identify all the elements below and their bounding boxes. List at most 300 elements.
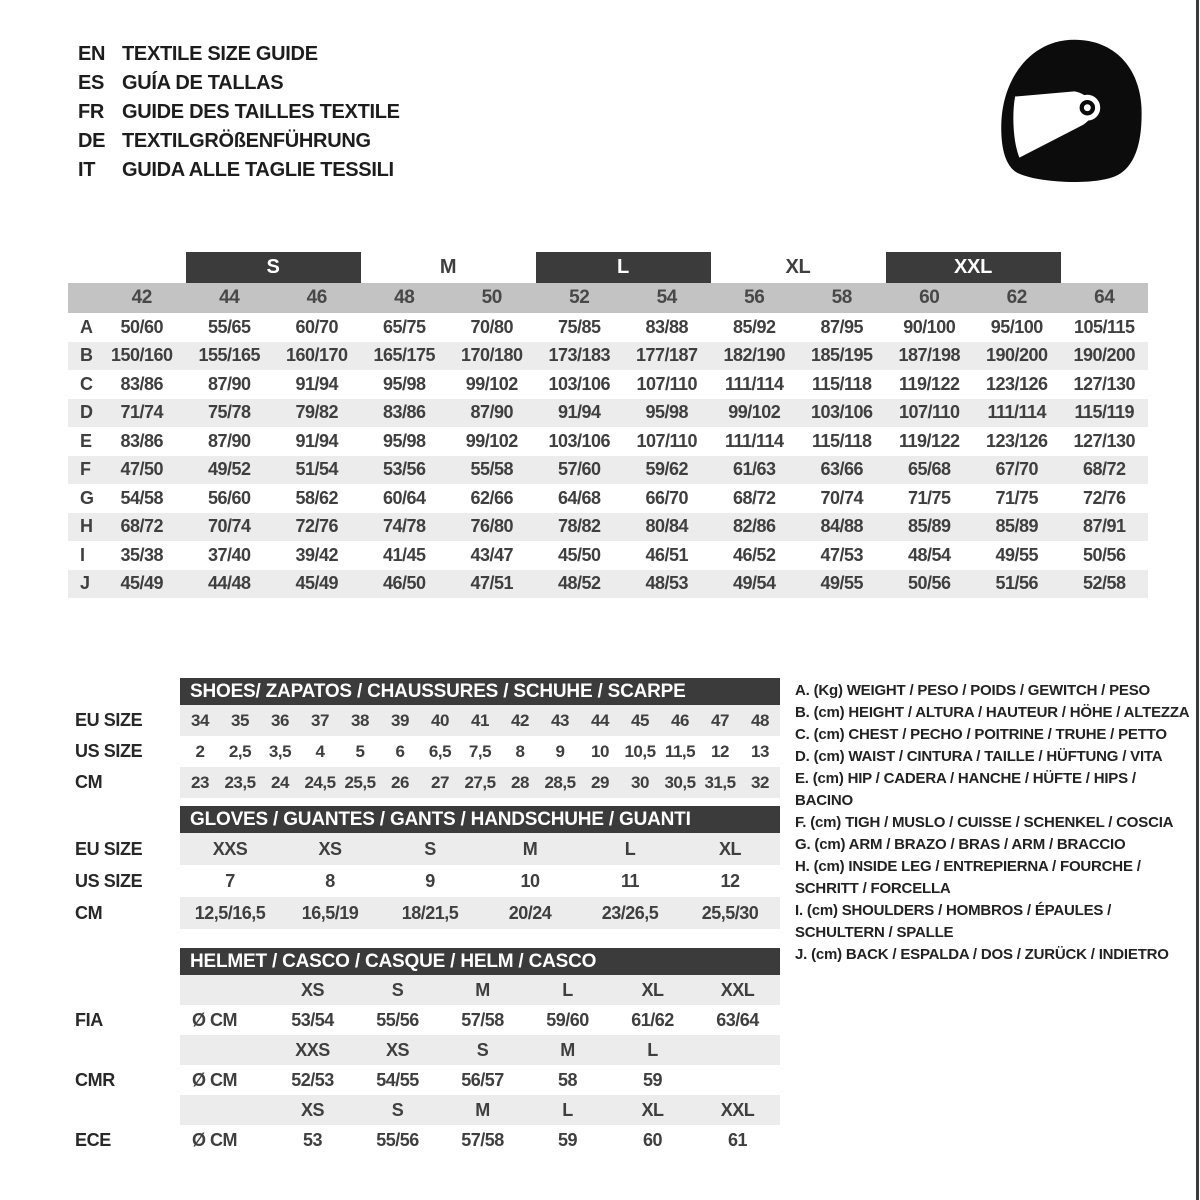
value-cell: M (522, 838, 538, 859)
measurement-cell: 107/110 (636, 430, 698, 451)
measurement-cell: 72/76 (295, 516, 339, 537)
language-code: IT (78, 159, 96, 181)
value-cell: 11,5 (664, 741, 696, 761)
value-cell: 59 (557, 1129, 578, 1150)
value-cell: 24,5 (304, 772, 336, 792)
measurement-row (68, 399, 1148, 428)
measurement-cell: 70/74 (207, 516, 251, 537)
measurement-cell: 78/82 (557, 516, 601, 537)
measurement-cell: 51/54 (295, 459, 339, 480)
value-cell: 53/54 (291, 1009, 334, 1030)
value-cell: 25,5/30 (701, 902, 759, 923)
value-cell: 63/64 (716, 1009, 759, 1030)
measurement-cell: 107/110 (898, 402, 960, 423)
value-cell: 6 (395, 741, 405, 761)
size-number-cell: 50 (481, 287, 502, 308)
value-cell: 61 (727, 1129, 748, 1150)
row-key: H (80, 516, 93, 537)
value-cell: 61/62 (631, 1009, 674, 1030)
measurement-cell: 82/86 (732, 516, 776, 537)
helmet-size-section (75, 948, 780, 1155)
measurement-cell: 91/94 (295, 430, 339, 451)
measurement-row (68, 456, 1148, 485)
size-label-cell: L (647, 1039, 658, 1060)
measurement-cell: 182/190 (723, 345, 786, 366)
measurement-cell: 60/64 (382, 487, 426, 508)
measurement-cell: 85/92 (732, 316, 776, 337)
measurement-cell: 68/72 (1082, 459, 1126, 480)
measurement-cell: 87/90 (207, 430, 251, 451)
measurement-cell: 48/52 (557, 573, 601, 594)
measurement-cell: 49/54 (732, 573, 776, 594)
measurement-cell: 127/130 (1073, 373, 1136, 394)
measurement-cell: 83/86 (382, 402, 426, 423)
helmet-size-labels (180, 975, 780, 1005)
value-cell: 57/58 (461, 1129, 504, 1150)
shoes-title-bar (75, 678, 780, 705)
measurement-cell: 99/102 (465, 430, 518, 451)
measurement-cell: 187/198 (898, 345, 961, 366)
value-cell: 8 (325, 870, 335, 891)
measurement-cell: 83/86 (120, 373, 164, 394)
size-label-cell: XXL (720, 1099, 755, 1120)
size-number-cell: 58 (831, 287, 852, 308)
measurement-cell: 95/100 (990, 316, 1043, 337)
value-cell: 37 (311, 710, 329, 730)
measurement-cell: 53/56 (382, 459, 426, 480)
value-cell: 53 (302, 1129, 323, 1150)
measurement-cell: 50/60 (120, 316, 164, 337)
helmet-value-row (75, 1065, 780, 1095)
size-label-cell: XS (300, 1099, 324, 1120)
size-label-cell: XXS (295, 1039, 330, 1060)
language-row (78, 127, 400, 156)
value-cell: 44 (591, 710, 609, 730)
measurement-legend (795, 680, 1195, 966)
measurement-cell: 71/75 (907, 487, 951, 508)
measurement-cell: 43/47 (470, 544, 514, 565)
value-cell: 4 (315, 741, 325, 761)
measurement-cell: 87/95 (820, 316, 864, 337)
measurement-cell: 76/80 (470, 516, 514, 537)
measurement-cell: 48/53 (645, 573, 689, 594)
measurement-cell: 173/183 (548, 345, 611, 366)
measurement-cell: 150/160 (110, 345, 173, 366)
measurement-cell: 83/86 (120, 430, 164, 451)
measurement-cell: 95/98 (645, 402, 689, 423)
measurement-cell: 59/62 (645, 459, 689, 480)
measurement-cell: 115/118 (811, 430, 872, 451)
measurement-cell: 65/68 (907, 459, 951, 480)
value-cell: 59/60 (546, 1009, 589, 1030)
value-cell: 25,5 (344, 772, 376, 792)
value-cell: 57/58 (461, 1009, 504, 1030)
value-cell: 58 (557, 1069, 578, 1090)
value-cell: XL (718, 838, 741, 859)
measurement-cell: 60/70 (295, 316, 339, 337)
measurement-cell: 50/56 (1082, 544, 1126, 565)
value-cell: 41 (471, 710, 489, 730)
helmet-size-labels (180, 1095, 780, 1125)
measurement-cell: 39/42 (295, 544, 339, 565)
row-key: I (80, 544, 85, 565)
helmet-values (180, 1125, 780, 1155)
value-cell: 28,5 (544, 772, 576, 792)
size-number-cell: 48 (394, 287, 415, 308)
measurement-cell: 103/106 (548, 430, 611, 451)
racing-helmet-icon (982, 26, 1160, 198)
row-key: J (80, 573, 90, 594)
measurement-cell: 105/115 (1073, 316, 1135, 337)
value-cell: 11 (620, 870, 640, 891)
value-cell: 59 (642, 1069, 663, 1090)
value-cell: L (624, 838, 636, 859)
helmet-size-header-row (75, 975, 780, 1005)
shoes-rows (75, 705, 780, 798)
language-row (78, 98, 400, 127)
measurement-cell: 70/74 (820, 487, 864, 508)
value-cell: 52/53 (291, 1069, 334, 1090)
value-cell: 36 (271, 710, 289, 730)
value-cell: 10 (591, 741, 609, 761)
language-title: TEXTILE SIZE GUIDE (122, 43, 318, 65)
measurement-cell: 46/52 (732, 544, 776, 565)
size-number-cell: 52 (569, 287, 590, 308)
measurement-cell: 170/180 (460, 345, 523, 366)
row-label: US SIZE (75, 741, 143, 761)
measurement-cell: 55/58 (470, 459, 514, 480)
measurement-cell: 47/53 (820, 544, 864, 565)
measurement-cell: 45/49 (120, 573, 164, 594)
size-label-cell: XS (300, 979, 324, 1000)
measurement-cell: 115/118 (811, 373, 872, 394)
measurement-cell: 55/65 (207, 316, 251, 337)
measurement-cell: 107/110 (636, 373, 698, 394)
measurement-cell: 66/70 (645, 487, 689, 508)
measurement-cell: 115/119 (1074, 402, 1135, 423)
value-cell: 43 (551, 710, 569, 730)
value-cell: 9 (425, 870, 435, 891)
measurement-cell: 45/49 (295, 573, 339, 594)
row-label-spacer (75, 1035, 180, 1065)
language-title: TEXTILGRÖßENFÜHRUNG (122, 130, 371, 152)
measurement-cell: 49/52 (207, 459, 251, 480)
measurement-cell: 47/51 (470, 573, 514, 594)
value-cell: 2 (195, 741, 205, 761)
size-number-cell: 54 (656, 287, 677, 308)
measurement-cell: 99/102 (728, 402, 781, 423)
measurement-cell: 44/48 (207, 573, 251, 594)
helmet-values (180, 1005, 780, 1035)
legend-item: A. (Kg) WEIGHT / PESO / POIDS / GEWITCH / PESO (795, 682, 1150, 699)
value-cell: 12 (711, 741, 729, 761)
row-label-spacer (75, 975, 180, 1005)
measurement-cell: 57/60 (557, 459, 601, 480)
value-cell: 30 (631, 772, 649, 792)
language-title: GUIDA ALLE TAGLIE TESSILI (122, 159, 394, 181)
measurement-cell: 61/63 (732, 459, 776, 480)
value-cell: XS (318, 838, 342, 859)
row-key: A (80, 316, 93, 337)
measurement-cell: 54/58 (120, 487, 164, 508)
value-cell (695, 1065, 780, 1095)
measurement-cell: 103/106 (810, 402, 873, 423)
measurement-cell: 75/78 (207, 402, 251, 423)
helmet-values (180, 1065, 780, 1095)
measurement-cell: 119/122 (898, 373, 960, 394)
measurement-cell: 123/126 (985, 373, 1048, 394)
measurement-cell: 190/200 (1073, 345, 1136, 366)
value-cell: 6,5 (428, 741, 452, 761)
standard-label: FIA (75, 1009, 103, 1030)
measurement-cell: 68/72 (120, 516, 164, 537)
value-cell: 9 (555, 741, 565, 761)
measurement-cell: 37/40 (207, 544, 251, 565)
measurement-cell: 79/82 (295, 402, 339, 423)
measurement-cell: 155/165 (198, 345, 261, 366)
language-row (78, 156, 400, 185)
measurement-cell: 80/84 (645, 516, 689, 537)
measurement-cell: 48/54 (907, 544, 951, 565)
language-code: EN (78, 43, 106, 65)
value-cell: 55/56 (376, 1129, 419, 1150)
measurement-cell: 62/66 (470, 487, 514, 508)
value-cell: 40 (431, 710, 449, 730)
value-cell: 8 (515, 741, 525, 761)
legend-item: B. (cm) HEIGHT / ALTURA / HAUTEUR / HÖHE / ALTEZZA (795, 704, 1190, 721)
value-cell: 12 (720, 870, 740, 891)
measurement-row (68, 484, 1148, 513)
measurement-cell: 51/56 (995, 573, 1039, 594)
value-cell: 20/24 (508, 902, 552, 923)
value-cell: 10,5 (624, 741, 656, 761)
value-cell: 27,5 (464, 772, 496, 792)
measurement-cell: 99/102 (465, 373, 518, 394)
row-key: B (80, 345, 93, 366)
value-cell: 23/26,5 (601, 902, 659, 923)
gloves-title-bar (75, 806, 780, 833)
measurement-row (68, 513, 1148, 542)
shoes-size-section (75, 678, 780, 798)
helmet-title-bar (75, 948, 780, 975)
size-group-label: XXL (886, 252, 1061, 283)
helmet-value-row (75, 1005, 780, 1035)
measurement-cell: 119/122 (898, 430, 960, 451)
measurement-cell: 56/60 (207, 487, 251, 508)
helmet-rows (75, 975, 780, 1155)
measurement-cell: 103/106 (548, 373, 611, 394)
value-cell: 30,5 (664, 772, 696, 792)
value-cell: 13 (751, 741, 769, 761)
size-group-label: XL (785, 256, 811, 278)
measurement-row (68, 427, 1148, 456)
measurement-cell: 41/45 (382, 544, 426, 565)
value-cell: 12,5/16,5 (194, 902, 266, 923)
measurement-cell: 123/126 (985, 430, 1048, 451)
measurement-cell: 46/51 (645, 544, 689, 565)
legend-item: G. (cm) ARM / BRAZO / BRAS / ARM / BRACCIO (795, 836, 1126, 853)
unit-spacer (180, 975, 270, 1005)
size-label-cell (695, 1035, 780, 1065)
measurement-cell: 165/175 (373, 345, 436, 366)
size-group-label: M (439, 256, 457, 278)
size-number-cell: 56 (744, 287, 765, 308)
measurement-cell: 52/58 (1082, 573, 1126, 594)
helmet-section-title: HELMET / CASCO / CASQUE / HELM / CASCO (180, 948, 780, 975)
value-cell: 38 (351, 710, 369, 730)
row-label: CM (75, 902, 103, 923)
measurement-cell: 95/98 (382, 373, 426, 394)
value-cell: 24 (271, 772, 289, 792)
measurement-row (68, 313, 1148, 342)
measurement-cell: 95/98 (382, 430, 426, 451)
value-cell: 56/57 (461, 1069, 504, 1090)
value-cell: 3,5 (268, 741, 292, 761)
size-row-us-size (75, 865, 780, 897)
row-key: C (80, 373, 93, 394)
measurement-cell: 87/90 (207, 373, 251, 394)
legend-item: I. (cm) SHOULDERS / HOMBROS / ÉPAULES / SCHULTERN / SPALLE (795, 902, 1112, 941)
row-values (180, 767, 780, 798)
size-row-us-size (75, 736, 780, 767)
measurement-cell: 46/50 (382, 573, 426, 594)
size-number-cell: 42 (131, 287, 152, 308)
language-code: FR (78, 101, 105, 123)
value-cell: 29 (591, 772, 609, 792)
size-number-cell: 44 (219, 287, 240, 308)
measurement-cell: 91/94 (295, 373, 339, 394)
measurement-cell: 91/94 (557, 402, 601, 423)
value-cell: 48 (751, 710, 769, 730)
size-label-cell: XL (641, 1099, 664, 1120)
value-cell: 35 (231, 710, 249, 730)
size-label-cell: S (391, 1099, 404, 1120)
language-title-list (78, 40, 400, 185)
gloves-section-title: GLOVES / GUANTES / GANTS / HANDSCHUHE / GUANTI (180, 806, 780, 833)
row-values (180, 897, 780, 929)
value-cell: 42 (511, 710, 529, 730)
measurement-cell: 87/90 (470, 402, 514, 423)
gloves-rows (75, 833, 780, 929)
measurement-cell: 45/50 (557, 544, 601, 565)
size-number-row (68, 283, 1148, 313)
measurement-cell: 74/78 (382, 516, 426, 537)
measurement-cell: 68/72 (732, 487, 776, 508)
size-row-cm (75, 767, 780, 798)
row-values (180, 736, 780, 767)
measurement-cell: 72/76 (1082, 487, 1126, 508)
standard-label: ECE (75, 1129, 111, 1150)
textile-size-table (68, 252, 1148, 598)
shoes-section-title: SHOES/ ZAPATOS / CHAUSSURES / SCHUHE / SCARPE (180, 678, 780, 705)
value-cell: 31,5 (704, 772, 736, 792)
size-label-cell: XS (385, 1039, 409, 1060)
measurement-cell: 160/170 (285, 345, 348, 366)
measurement-cell: 49/55 (995, 544, 1039, 565)
value-cell: 47 (711, 710, 729, 730)
size-label-cell: XXL (720, 979, 755, 1000)
measurement-cell: 71/74 (120, 402, 164, 423)
legend-item: F. (cm) TIGH / MUSLO / CUISSE / SCHENKEL / COSCIA (795, 814, 1174, 831)
measurement-row (68, 370, 1148, 399)
size-group-label: S (186, 252, 361, 283)
unit-spacer (180, 1095, 270, 1125)
size-label-cell: M (475, 1099, 490, 1120)
value-cell: 7 (225, 870, 235, 891)
measurement-cell: 75/85 (557, 316, 601, 337)
value-cell: XXS (212, 838, 248, 859)
gloves-size-section (75, 806, 780, 929)
value-cell: 60 (642, 1129, 663, 1150)
size-label-cell: S (476, 1039, 489, 1060)
measurement-cell: 49/55 (820, 573, 864, 594)
value-cell: 2,5 (228, 741, 252, 761)
legend-item: D. (cm) WAIST / CINTURA / TAILLE / HÜFTUNG / VITA (795, 748, 1163, 765)
value-cell: 54/55 (376, 1069, 419, 1090)
value-cell: 46 (671, 710, 689, 730)
helmet-size-labels (180, 1035, 780, 1065)
measurement-cell: 64/68 (557, 487, 601, 508)
measurement-cell: 67/70 (995, 459, 1039, 480)
value-cell: 32 (751, 772, 769, 792)
size-group-label: L (536, 252, 711, 283)
size-number-cell: 60 (919, 287, 940, 308)
measurement-row (68, 570, 1148, 599)
size-group-header-row (68, 252, 1148, 283)
value-cell: 23 (191, 772, 209, 792)
measurement-cell: 111/114 (724, 430, 784, 451)
measurement-cell: 83/88 (645, 316, 689, 337)
row-key: F (80, 459, 91, 480)
unit-spacer (180, 1035, 270, 1065)
value-cell: 18/21,5 (401, 902, 459, 923)
legend-item: J. (cm) BACK / ESPALDA / DOS / ZURÜCK / INDIETRO (795, 946, 1169, 963)
language-code: DE (78, 130, 106, 152)
language-row (78, 40, 400, 69)
measurement-cell: 63/66 (820, 459, 864, 480)
measurement-cell: 190/200 (985, 345, 1048, 366)
row-key: G (80, 487, 94, 508)
helmet-size-header-row (75, 1035, 780, 1065)
measurement-cell: 65/75 (382, 316, 426, 337)
measurement-cell: 185/195 (810, 345, 873, 366)
size-label-cell: M (560, 1039, 575, 1060)
measurement-cell: 35/38 (120, 544, 164, 565)
language-title: GUIDE DES TAILLES TEXTILE (122, 101, 400, 123)
measurement-cell: 50/56 (907, 573, 951, 594)
value-cell: 28 (511, 772, 529, 792)
size-label-cell: L (562, 979, 573, 1000)
measurement-cell: 58/62 (295, 487, 339, 508)
measurement-cell: 71/75 (995, 487, 1039, 508)
helmet-value-row (75, 1125, 780, 1155)
size-label-cell: XL (641, 979, 664, 1000)
language-row (78, 69, 400, 98)
language-title: GUÍA DE TALLAS (122, 72, 284, 94)
value-cell: 23,5 (224, 772, 256, 792)
legend-item: C. (cm) CHEST / PECHO / POITRINE / TRUHE / PETTO (795, 726, 1167, 743)
measurement-cell: 85/89 (995, 516, 1039, 537)
row-values (180, 705, 780, 736)
row-key: E (80, 430, 92, 451)
diameter-unit: Ø CM (192, 1009, 237, 1030)
measurement-cell: 87/91 (1082, 516, 1126, 537)
value-cell: 45 (631, 710, 649, 730)
measurement-cell: 47/50 (120, 459, 164, 480)
diameter-unit: Ø CM (192, 1069, 237, 1090)
measurement-cell: 70/80 (470, 316, 514, 337)
value-cell: S (424, 838, 436, 859)
